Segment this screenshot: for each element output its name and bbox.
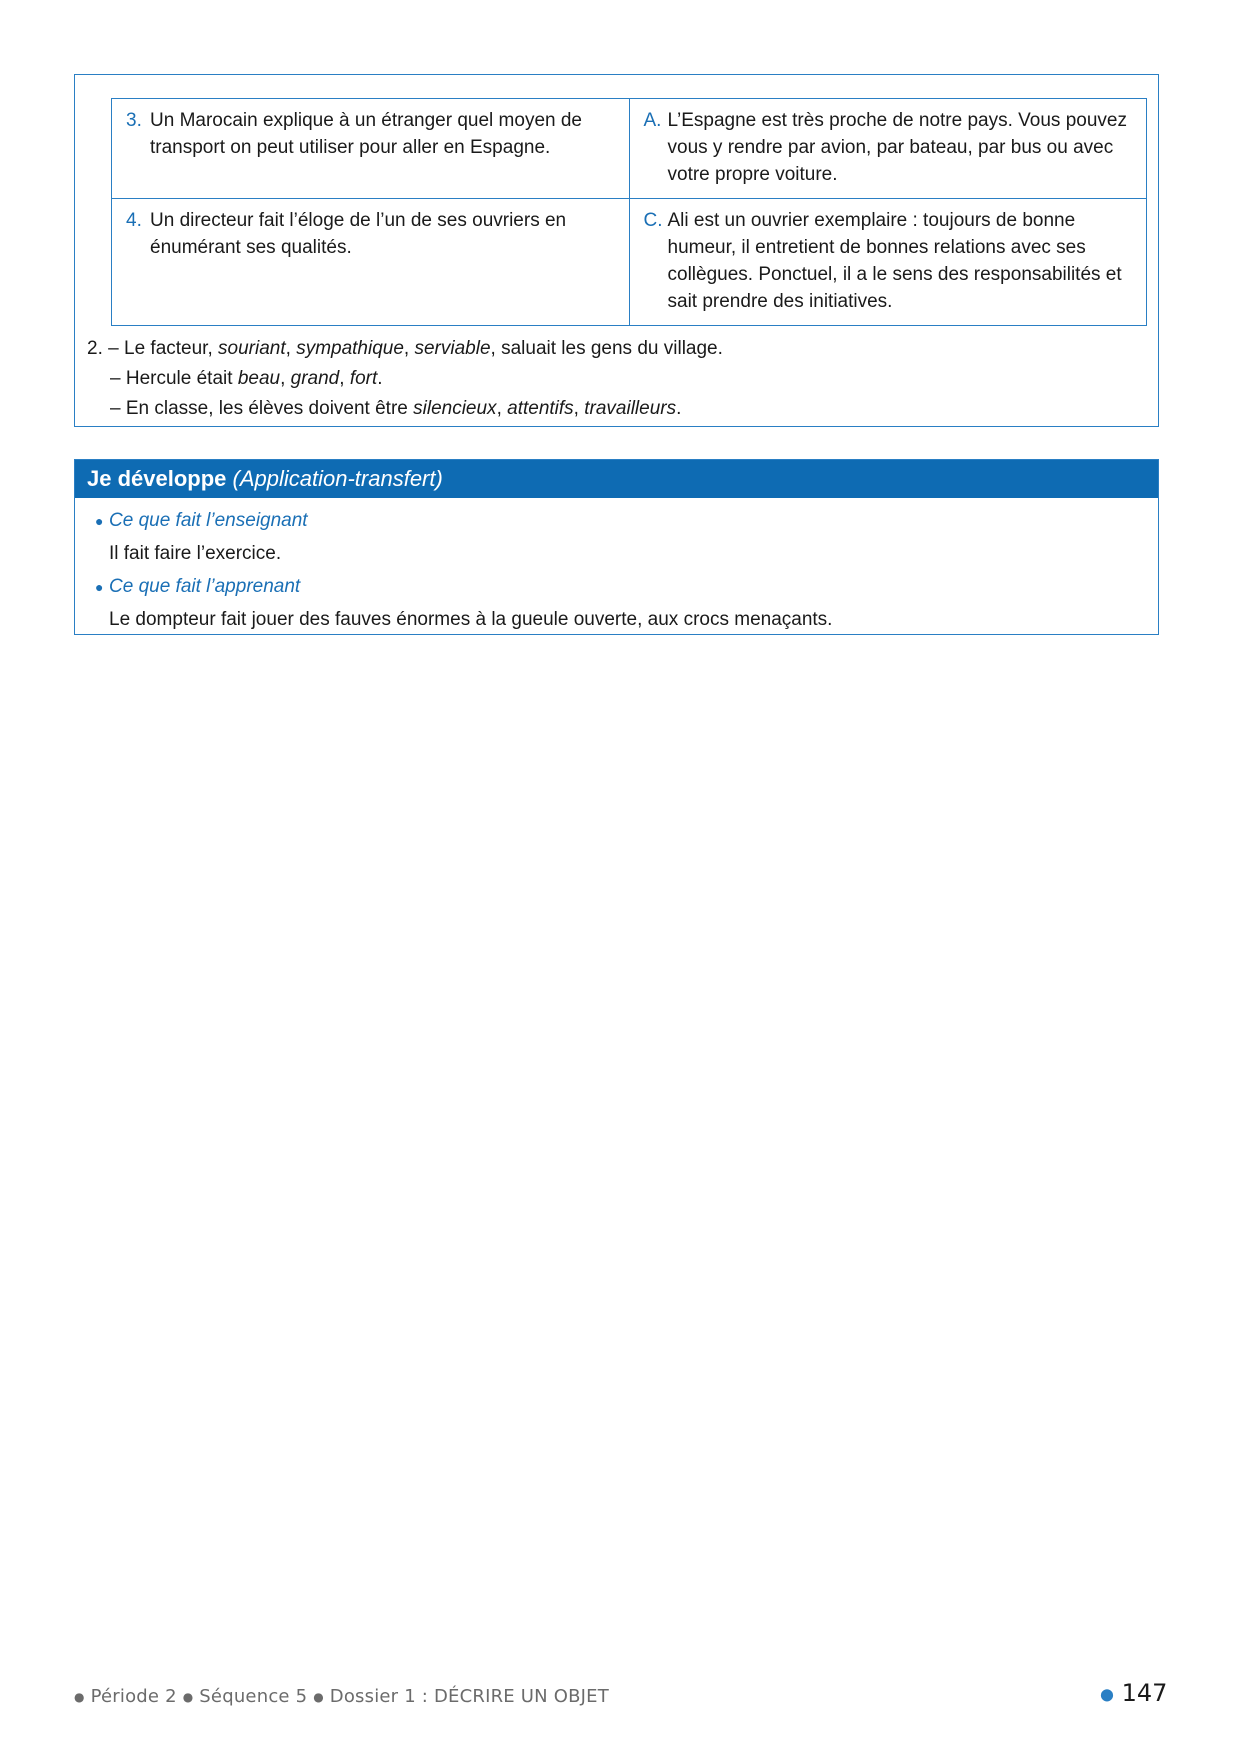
section-header [75,460,1158,498]
adjective: silencieux [413,398,497,419]
adjective: sympathique [296,338,404,359]
adjective: serviable [414,338,491,359]
learner-label: Ce que fait l’apprenant [109,576,301,597]
comma: , [285,338,297,359]
answer-text: Hercule était [125,368,238,389]
item-text: L’Espagne est très proche de notre pays. Vous pouvez vous y rendre par avion, par bateau, par bus ou avec votre propre voiture. [667,110,1127,185]
dash: – [108,338,119,359]
bullet-icon: ● [95,579,104,595]
dash: – [110,368,121,389]
answer-line [87,364,723,394]
table-row [112,99,1147,199]
adjective: grand [290,368,340,389]
adjective: fort [349,368,378,389]
bullet-icon: ● [95,513,104,529]
exercise-number: 2. [87,338,103,359]
section-body [95,504,832,636]
footer-periode: Période 2 [90,1686,177,1707]
item-text: Ali est un ouvrier exemplaire : toujours de bonne humeur, il entretient de bonnes relations avec ses collègues. Ponctuel, il a le sens des responsabilités et sait prendre des initiatives. [667,210,1122,312]
page-number: 147 [1121,1679,1168,1707]
teacher-heading [95,504,832,537]
exercise-frame [74,74,1159,427]
item-number: 3. [126,110,142,131]
adjective: travailleurs [584,398,677,419]
comma: , [339,368,350,389]
item-text: Un directeur fait l’éloge de l’un de ses ouvriers en énumérant ses qualités. [150,210,567,258]
exercise-2-answers [87,334,723,424]
item-number: 4. [126,210,142,231]
answer-text: . [377,368,383,389]
comma: , [280,368,291,389]
develop-section [74,459,1159,635]
item-text: Un Marocain explique à un étranger quel moyen de transport on peut utiliser pour aller en Espagne. [150,110,582,158]
bullet-icon: ● [1100,1684,1114,1704]
teacher-label: Ce que fait l’enseignant [109,510,308,531]
learner-text: Le dompteur fait jouer des fauves énormes à la gueule ouverte, aux crocs menaçants. [109,609,833,630]
answer-line [87,394,723,424]
table-row [112,199,1147,326]
answer-line [87,334,723,364]
adjective: souriant [218,338,286,359]
answer-text: En classe, les élèves doivent être [125,398,414,419]
footer-sequence: Séquence 5 [199,1686,308,1707]
comma: , [573,398,585,419]
adjective: beau [237,368,281,389]
item-letter: A. [643,110,662,131]
matching-table [111,98,1147,326]
running-footer [74,1686,609,1707]
section-subtitle: (Application-transfert) [232,466,443,491]
table-cell-right [629,199,1147,326]
dash: – [110,398,121,419]
footer-dossier: Dossier 1 : DÉCRIRE UN OBJET [329,1686,609,1707]
section-title: Je développe [87,466,227,491]
page-number-block [1100,1679,1167,1707]
item-letter: C. [643,210,663,231]
table-cell-left [112,99,630,199]
adjective: attentifs [507,398,574,419]
bullet-icon: ● [313,1690,324,1704]
table-cell-right [629,99,1147,199]
comma: , [496,398,508,419]
learner-heading [95,570,832,603]
comma: , [403,338,415,359]
answer-text: Le facteur, [124,338,219,359]
teacher-text: Il fait faire l’exercice. [109,543,282,564]
bullet-icon: ● [74,1690,85,1704]
table-cell-left [112,199,630,326]
bullet-icon: ● [182,1690,194,1704]
answer-text: , saluait les gens du village. [490,338,723,359]
answer-text: . [676,398,682,419]
